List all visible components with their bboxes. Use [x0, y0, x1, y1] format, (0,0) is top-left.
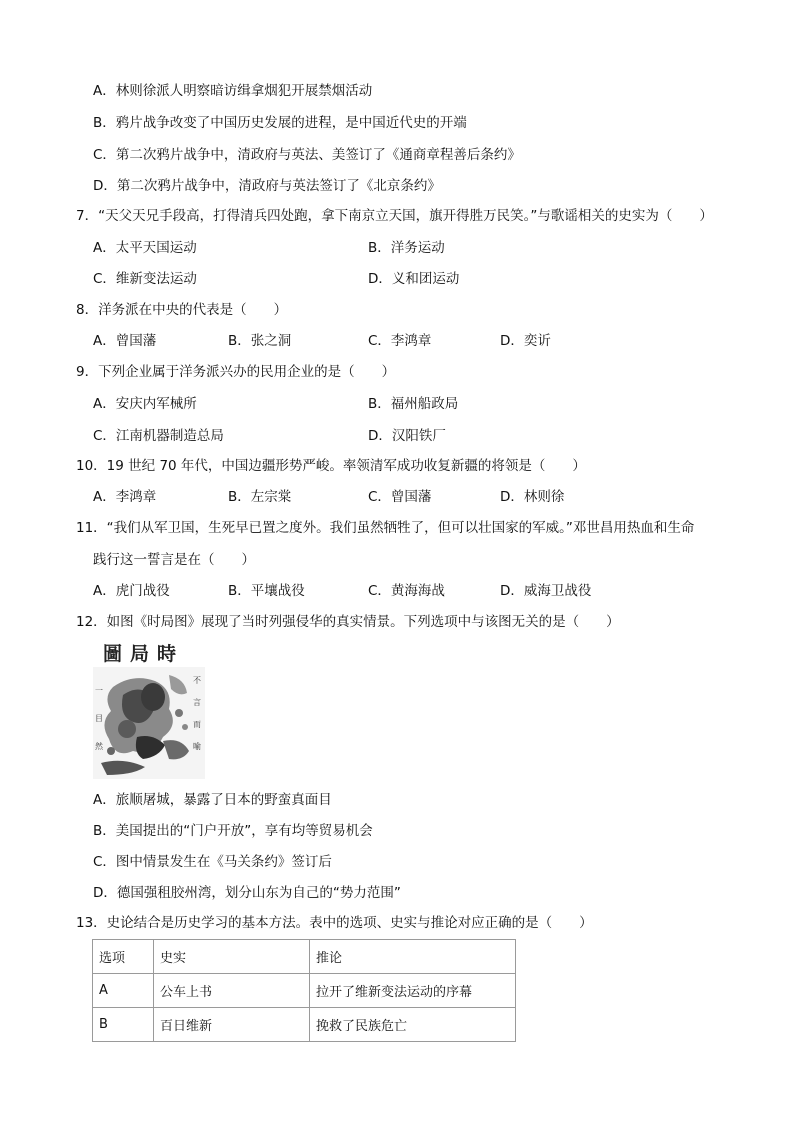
q7-option-a: A．太平天国运动: [93, 240, 197, 256]
table-header-cell: 史实: [154, 940, 310, 974]
q12-option-b: B．美国提出的“门户开放”，享有均等贸易机会: [93, 823, 373, 839]
q9-option-d: D．汉阳铁厂: [368, 428, 446, 444]
svg-text:然: 然: [95, 742, 103, 751]
svg-text:言: 言: [193, 698, 201, 707]
q7-stem: 7．“天父天兄手段高，打得清兵四处跑，拿下南京立天国，旗开得胜万民笑。”与歌谣相关的史实为（ ）: [76, 208, 713, 224]
q8-option-d: D．奕䜣: [500, 333, 551, 349]
table-cell: 公车上书: [154, 974, 310, 1008]
q12-option-a: A．旅顺屠城，暴露了日本的野蛮真面目: [93, 792, 332, 808]
table-row: [93, 1008, 516, 1042]
q6-option-d: D．第二次鸦片战争中，清政府与英法签订了《北京条约》: [93, 178, 441, 194]
q8-option-c: C．李鸿章: [368, 333, 432, 349]
q8-stem: 8．洋务派在中央的代表是（ ）: [76, 302, 288, 318]
q9-option-a: A．安庆内军械所: [93, 396, 197, 412]
table-cell: 拉开了维新变法运动的序幕: [310, 974, 516, 1008]
shiju-tu-illustration: [93, 667, 205, 779]
q11-stem-line2: 践行这一誓言是在（ ）: [93, 552, 255, 568]
q10-option-d: D．林则徐: [500, 489, 565, 505]
table-row: [93, 974, 516, 1008]
svg-text:目: 目: [95, 714, 103, 723]
q9-option-b: B．福州船政局: [368, 396, 459, 412]
q10-stem: 10．19 世纪 70 年代，中国边疆形势严峻。率领清军成功收复新疆的将领是（ ）: [76, 458, 586, 474]
q6-option-b: B．鸦片战争改变了中国历史发展的进程，是中国近代史的开端: [93, 115, 467, 131]
q11-option-a: A．虎门战役: [93, 583, 170, 599]
q8-option-b: B．张之洞: [228, 333, 292, 349]
q13-table: [92, 939, 516, 1042]
table-cell: 百日维新: [154, 1008, 310, 1042]
q10-option-b: B．左宗棠: [228, 489, 292, 505]
shiju-tu-figure: [93, 639, 205, 779]
q12-stem: 12．如图《时局图》展现了当时列强侵华的真实情景。下列选项中与该图无关的是（ ）: [76, 614, 620, 630]
figure-title: 圖局時: [103, 643, 185, 665]
q7-option-b: B．洋务运动: [368, 240, 445, 256]
q7-option-c: C．维新变法运动: [93, 271, 197, 287]
q10-option-c: C．曾国藩: [368, 489, 432, 505]
q6-option-a: A．林则徐派人明察暗访缉拿烟犯开展禁烟活动: [93, 83, 373, 99]
q9-stem: 9．下列企业属于洋务派兴办的民用企业的是（ ）: [76, 364, 396, 380]
q12-option-d: D．德国强租胶州湾，划分山东为自己的“势力范围”: [93, 885, 401, 901]
svg-text:不: 不: [193, 676, 201, 685]
q8-option-a: A．曾国藩: [93, 333, 157, 349]
table-header-cell: 选项: [93, 940, 154, 974]
table-cell: A: [93, 974, 154, 1008]
svg-text:一: 一: [95, 686, 103, 695]
q11-stem-line1: 11．“我们从军卫国，生死早已置之度外。我们虽然牺牲了，但可以壮国家的军威。”邓世昌用热血和生命: [76, 520, 695, 536]
table-cell: B: [93, 1008, 154, 1042]
q6-option-c: C．第二次鸦片战争中，清政府与英法、美签订了《通商章程善后条约》: [93, 147, 521, 163]
q7-option-d: D．义和团运动: [368, 271, 460, 287]
q11-option-b: B．平壤战役: [228, 583, 305, 599]
svg-text:而: 而: [193, 720, 201, 729]
q12-option-c: C．图中情景发生在《马关条约》签订后: [93, 854, 332, 870]
table-header-row: [93, 940, 516, 974]
table-cell: 挽救了民族危亡: [310, 1008, 516, 1042]
q10-option-a: A．李鸿章: [93, 489, 157, 505]
q9-option-c: C．江南机器制造总局: [93, 428, 224, 444]
q13-stem: 13．史论结合是历史学习的基本方法。表中的选项、史实与推论对应正确的是（ ）: [76, 915, 593, 931]
q11-option-c: C．黄海海战: [368, 583, 445, 599]
svg-text:喻: 喻: [193, 742, 201, 751]
q11-option-d: D．威海卫战役: [500, 583, 592, 599]
table-header-cell: 推论: [310, 940, 516, 974]
